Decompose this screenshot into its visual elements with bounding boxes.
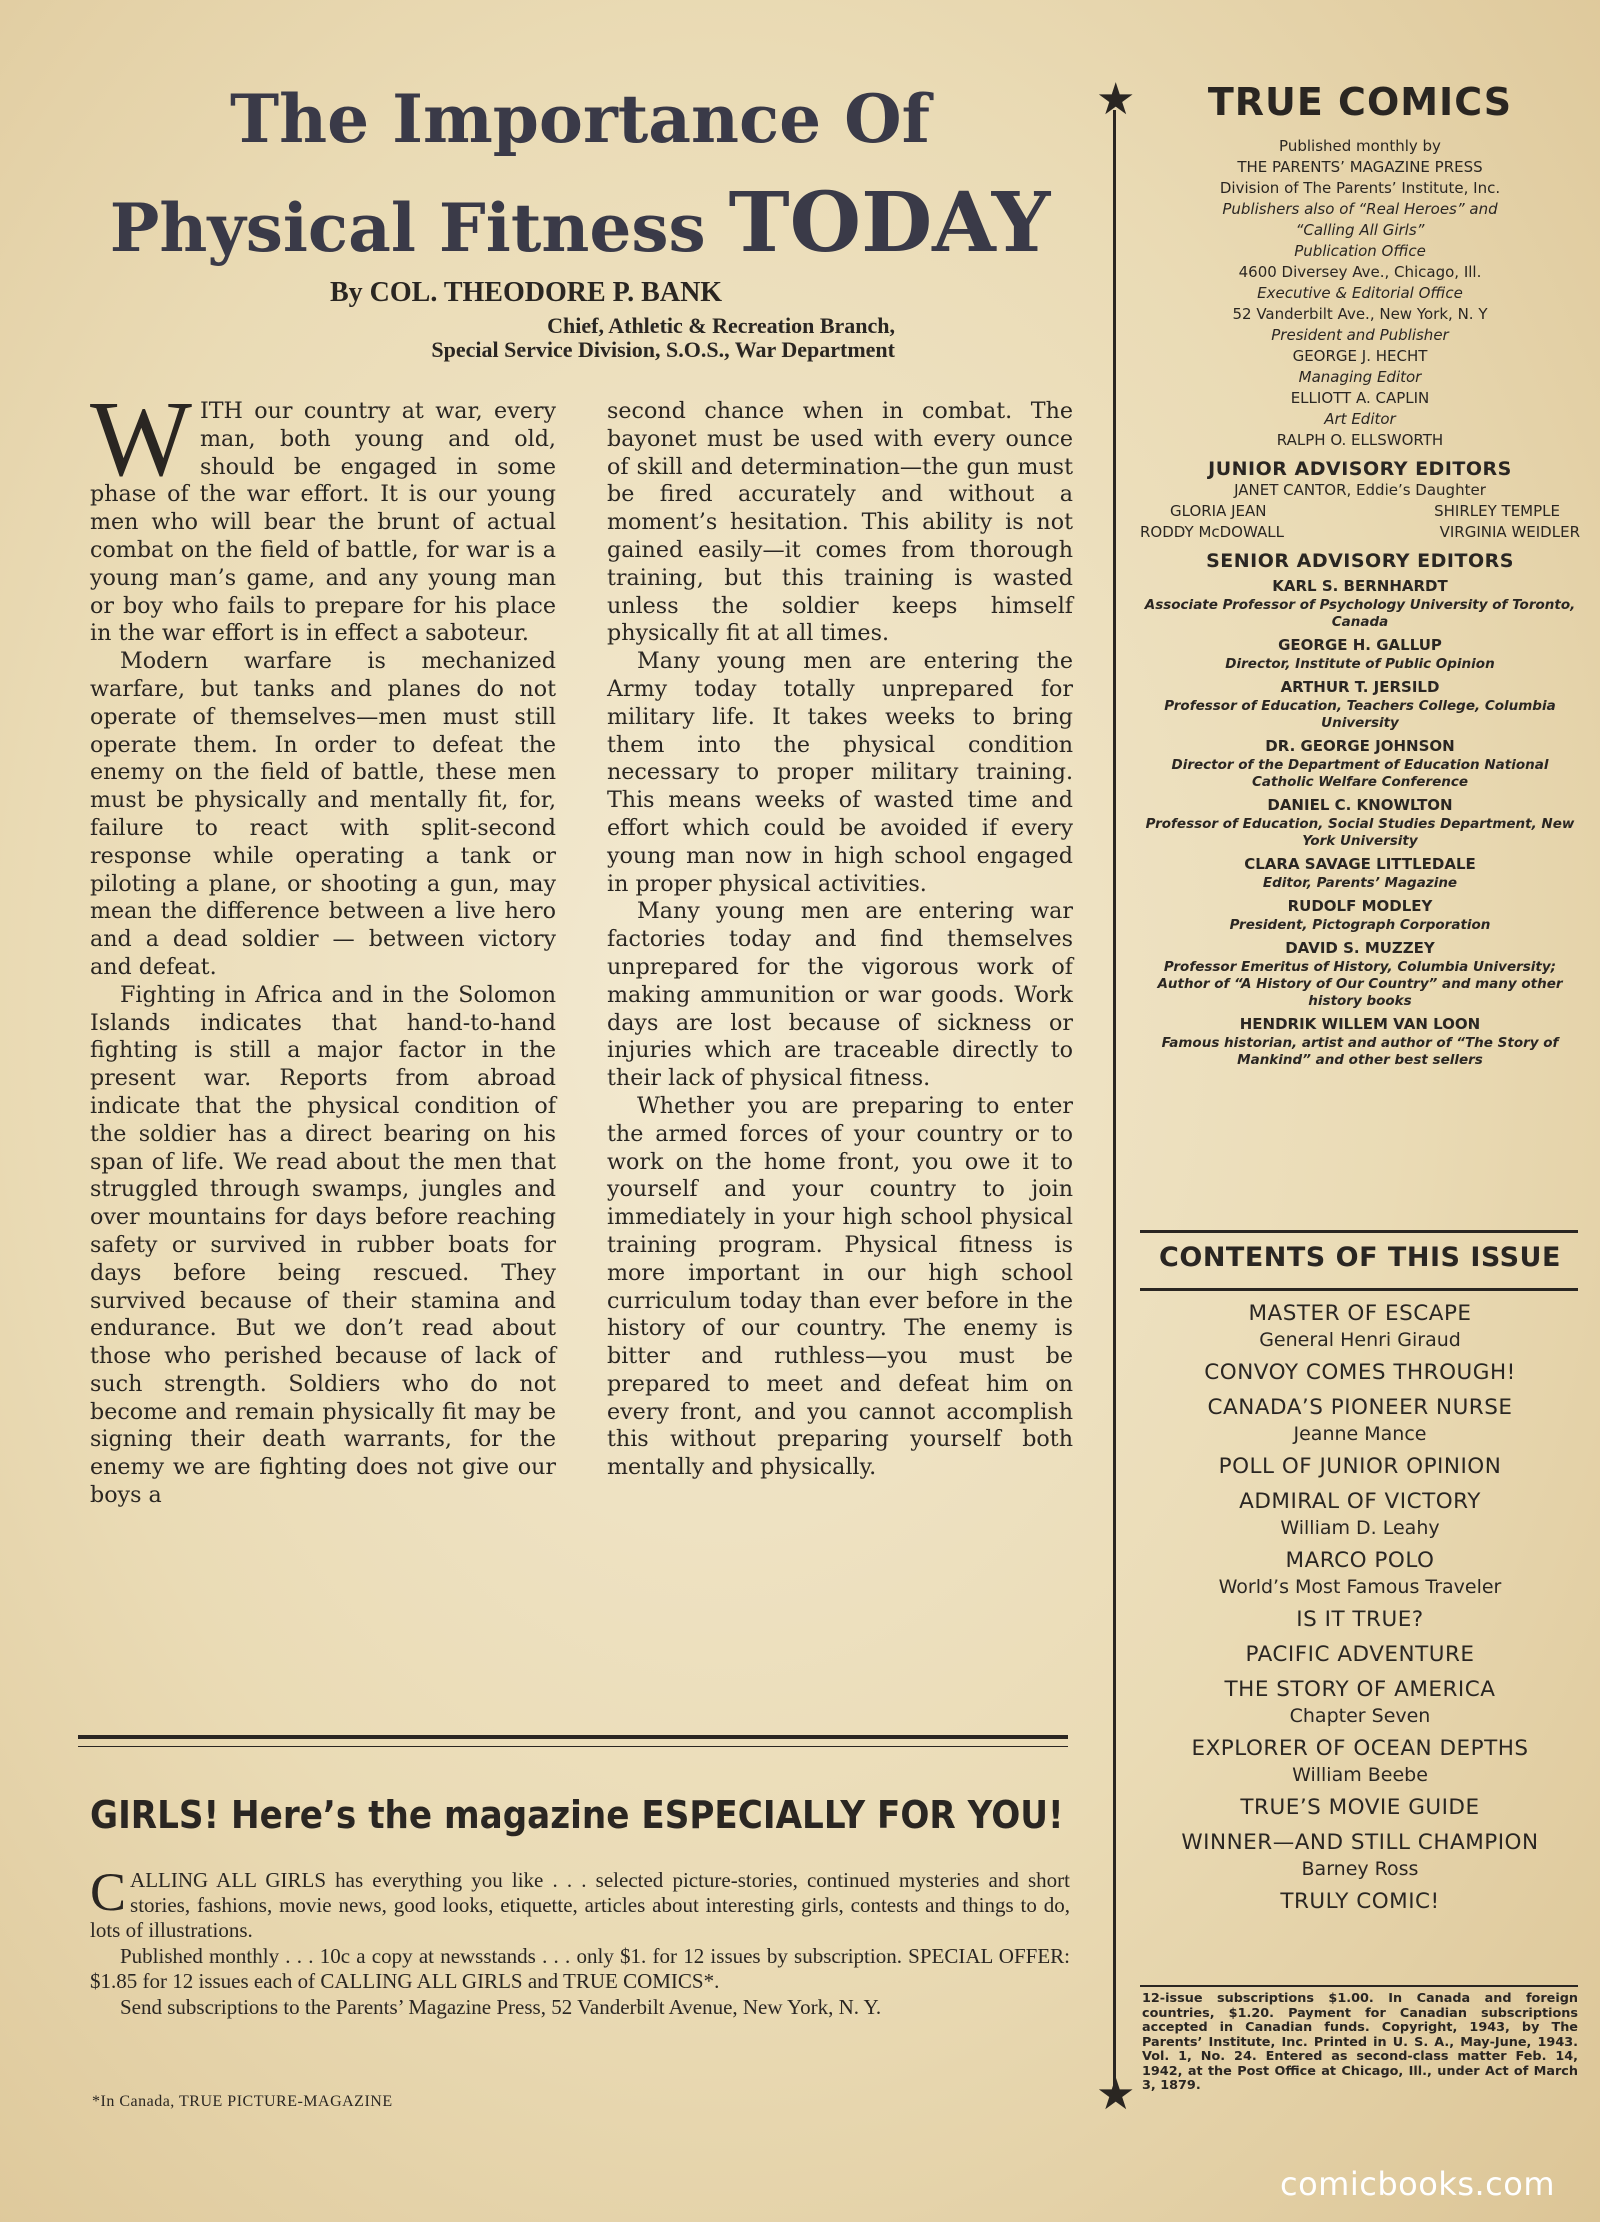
contents-item-title: CONVOY COMES THROUGH! [1204, 1360, 1516, 1385]
article-column-right [607, 398, 1073, 1482]
junior-editor-center: JANET CANTOR, Eddie’s Daughter [1234, 481, 1486, 499]
senior-editor-role: Professor Emeritus of History, Columbia University; Author of “A History of Our Country” and many other history books [1157, 959, 1563, 1009]
contents-item-subtitle: General Henri Giraud [1259, 1329, 1461, 1351]
contents-item [1140, 1794, 1580, 1822]
masthead-line: Executive & Editorial Office [1257, 284, 1463, 302]
article-paragraph: Many young men are entering the Army today totally unprepared for military life. It takes weeks to bring them into the physical condition necessary to proper military training. This means weeks of wasted time and effort which could be avoided if every young man now in high school engaged in proper physical activities. [607, 648, 1073, 897]
article-paragraph: Whether you are preparing to enter the armed forces of your country or to work on the home front, you owe it to yourself and your country to join immediately in your high school physical training program. Physical fitness is more important in our high school curriculum today than ever before in the history of our country. The enemy is bitter and ruthless—you must be prepared to meet and defeat him on every front, and you cannot accomplish this without preparing yourself both mentally and physically. [607, 1092, 1073, 1481]
masthead-line: Publication Office [1294, 242, 1426, 260]
masthead-line: THE PARENTS’ MAGAZINE PRESS [1237, 158, 1483, 176]
contents-item [1140, 1735, 1580, 1787]
masthead-line: “Calling All Girls” [1295, 221, 1425, 239]
contents-item-subtitle: Jeanne Mance [1293, 1423, 1427, 1445]
contents-item-title: IS IT TRUE? [1296, 1607, 1424, 1632]
contents-item [1140, 1394, 1580, 1446]
article-title-line2 [80, 175, 1080, 271]
senior-editors-heading: SENIOR ADVISORY EDITORS [1206, 550, 1514, 572]
masthead-line: Published monthly by [1279, 137, 1441, 155]
contents-heading: CONTENTS OF THIS ISSUE [1159, 1242, 1561, 1273]
contents-item [1140, 1641, 1580, 1669]
contents-item-title: MARCO POLO [1285, 1548, 1435, 1573]
contents-item-title: EXPLORER OF OCEAN DEPTHS [1191, 1736, 1529, 1761]
masthead-block [1140, 136, 1580, 1069]
article-paragraph: Fighting in Africa and in the Solomon Islands indicates that hand-to-hand fighting is still a major factor in the present war. Reports from abroad indicate that the physical condition of the soldier has a direct bearing on his span of life. We read about the men that struggled through swamps, jungles and over mountains for days before reaching safety or survived in rubber boats for days before being rescued. They survived because of their stamina and endurance. But we don’t read about those who perished because of lack of such strength. Soldiers who do not become and remain physically fit may be signing their death warrants, for the enemy we are fighting does not give our boys a [90, 981, 556, 1509]
contents-item-title: CANADA’S PIONEER NURSE [1207, 1395, 1513, 1420]
senior-editor-name: CLARA SAVAGE LITTLEDALE [1244, 855, 1476, 873]
ad-initial-cap: C [90, 1862, 127, 1922]
contents-item-title: MASTER OF ESCAPE [1248, 1301, 1472, 1326]
masthead-line: 4600 Diversey Ave., Chicago, Ill. [1238, 263, 1482, 281]
drop-cap: W [90, 380, 192, 499]
senior-editor-name: ARTHUR T. JERSILD [1280, 678, 1440, 696]
junior-editor: RODDY McDOWALL [1140, 523, 1284, 541]
senior-editor-name: DAVID S. MUZZEY [1285, 939, 1435, 957]
site-watermark: comicbooks.com [1280, 2165, 1556, 2203]
article-column-left [90, 380, 556, 1510]
masthead-line: Managing Editor [1298, 368, 1422, 386]
contents-item [1140, 1488, 1580, 1540]
contents-item-subtitle: Barney Ross [1301, 1858, 1419, 1880]
contents-rule-bottom [1140, 1288, 1578, 1291]
author-role-1: Chief, Athletic & Recreation Branch, [547, 313, 895, 338]
contents-item [1140, 1453, 1580, 1481]
article-bottom-rule-thin [78, 1746, 1068, 1747]
junior-editors-row [1140, 501, 1580, 522]
contents-list [1140, 1300, 1580, 1923]
senior-editor-name: DANIEL C. KNOWLTON [1267, 796, 1453, 814]
article-paragraph: Modern warfare is mechanized warfare, but tanks and planes do not operate of themselves—men must still operate them. In order to defeat the enemy on the field of battle, these men must be physically and mentally fit, for, failure to react with split-second response while operating a tank or piloting a plane, or shooting a gun, may mean the difference between a live hero and a dead soldier — between victory and defeat. [90, 648, 556, 980]
contents-rule-top [1140, 1230, 1578, 1233]
senior-editor-role: Famous historian, artist and author of “The Story of Mankind” and other best sellers [1161, 1035, 1559, 1068]
contents-item-title: TRULY COMIC! [1280, 1889, 1440, 1914]
junior-editor: SHIRLEY TEMPLE [1434, 502, 1560, 520]
senior-editor-role: Associate Professor of Psychology University of Toronto, Canada [1144, 597, 1576, 630]
author-byline: By COL. THEODORE P. BANK [330, 277, 723, 308]
senior-editor-name: KARL S. BERNHARDT [1272, 577, 1448, 595]
article-paragraph: Many young men are entering war factories today and find themselves unprepared for the vigorous work of making ammunition or war goods. Work days are lost because of sickness or injuries which are traceable directly to their lack of physical fitness. [607, 898, 1073, 1092]
contents-item [1140, 1829, 1580, 1881]
masthead-line: President and Publisher [1271, 326, 1449, 344]
contents-item-title: TRUE’S MOVIE GUIDE [1240, 1795, 1480, 1820]
column-divider-line [1113, 110, 1116, 2088]
senior-editor-role: President, Pictograph Corporation [1229, 917, 1491, 933]
contents-item [1140, 1359, 1580, 1387]
article-paragraph: WITH our country at war, every man, both young and old, should be engaged in some phase of the war effort. It is our young men who will bear the brunt of actual combat on the field of battle, for war is a young man’s game, and any young man or boy who fails to prepare for his place in the war effort is in effect a saboteur. [90, 380, 556, 647]
junior-editors-heading: JUNIOR ADVISORY EDITORS [1208, 458, 1512, 480]
article-paragraph: second chance when in combat. The bayonet must be used with every ounce of skill and determination—the gun must be fired accurately and without a moment’s hesitation. This ability is not gained easily—it comes from thorough training, but this training is wasted unless the soldier keeps himself physically fit at all times. [607, 398, 1073, 647]
contents-item-title: ADMIRAL OF VICTORY [1239, 1489, 1481, 1514]
senior-editor-name: RUDOLF MODLEY [1287, 897, 1433, 915]
ad-footnote: *In Canada, TRUE PICTURE-MAGAZINE [92, 2093, 393, 2110]
junior-editors-row [1140, 522, 1580, 543]
senior-editor-name: HENDRIK WILLEM VAN LOON [1239, 1015, 1481, 1033]
masthead-line: RALPH O. ELLSWORTH [1276, 431, 1444, 449]
contents-item [1140, 1676, 1580, 1728]
senior-editor-role: Editor, Parents’ Magazine [1262, 875, 1458, 891]
ad-body [90, 1862, 1070, 2021]
contents-item-title: POLL OF JUNIOR OPINION [1218, 1454, 1502, 1479]
star-icon: ★ [1096, 74, 1136, 125]
senior-editors-list [1140, 576, 1580, 1069]
senior-editor-role: Professor of Education, Teachers College, Columbia University [1164, 698, 1556, 731]
masthead-lines [1140, 136, 1580, 451]
masthead-line: Publishers also of “Real Heroes” and [1222, 200, 1498, 218]
contents-item [1140, 1300, 1580, 1352]
article-bottom-rule [78, 1735, 1068, 1739]
title-physical-fitness: Physical Fitness [109, 189, 729, 267]
ad-paragraph: Published monthly . . . 10c a copy at newsstands . . . only $1. for 12 issues by subscription. SPECIAL OFFER: $1.85 for 12 issues each of CALLING ALL GIRLS and TRUE COMICS*. [90, 1944, 1070, 1993]
masthead-line: Art Editor [1324, 410, 1396, 428]
masthead-line: 52 Vanderbilt Ave., New York, N. Y [1232, 305, 1488, 323]
contents-item-subtitle: Chapter Seven [1289, 1705, 1431, 1727]
contents-item [1140, 1606, 1580, 1634]
junior-editor: VIRGINIA WEIDLER [1439, 523, 1580, 541]
senior-editor-role: Director, Institute of Public Opinion [1225, 656, 1495, 672]
senior-editor-name: GEORGE H. GALLUP [1278, 636, 1442, 654]
article-title-line1: The Importance Of [230, 80, 930, 158]
copyright-rule [1140, 1985, 1578, 1987]
copyright-notice: 12-issue subscriptions $1.00. In Canada and foreign countries, $1.20. Payment for Canadian subscriptions accepted in Canadian funds. Copyright, 1943, by The Parents’ Institute, Inc. Printed in U. S. A., May-June, 1943. Vol. 1, No. 24. Entered as second-class matter Feb. 14, 1942, at the Post Office at Chicago, Ill., under Act of March 3, 1879. [1142, 1991, 1578, 2093]
senior-editor-role: Professor of Education, Social Studies Department, New York University [1145, 816, 1575, 849]
contents-item [1140, 1547, 1580, 1599]
contents-item-subtitle: William Beebe [1292, 1764, 1428, 1786]
contents-item-subtitle: World’s Most Famous Traveler [1218, 1576, 1502, 1598]
senior-editor-role: Director of the Department of Education National Catholic Welfare Conference [1171, 757, 1549, 790]
contents-item-title: PACIFIC ADVENTURE [1245, 1642, 1475, 1667]
contents-item-title: WINNER—AND STILL CHAMPION [1181, 1830, 1539, 1855]
contents-item-title: THE STORY OF AMERICA [1224, 1677, 1496, 1702]
contents-item [1140, 1888, 1580, 1916]
masthead-line: GEORGE J. HECHT [1292, 347, 1428, 365]
ad-paragraph: Send subscriptions to the Parents’ Magazine Press, 52 Vanderbilt Avenue, New York, N. Y. [120, 1995, 882, 2019]
masthead-line: Division of The Parents’ Institute, Inc. [1219, 179, 1501, 197]
author-role-2: Special Service Division, S.O.S., War Department [431, 337, 895, 362]
senior-editor-name: DR. GEORGE JOHNSON [1265, 737, 1455, 755]
ad-headline: GIRLS! Here’s the magazine ESPECIALLY FOR YOU! [90, 1793, 1064, 1837]
contents-item-subtitle: William D. Leahy [1280, 1517, 1440, 1539]
masthead-title: TRUE COMICS [1207, 80, 1513, 124]
junior-editor: GLORIA JEAN [1170, 502, 1267, 520]
star-icon: ★ [1096, 2069, 1136, 2120]
masthead-line: ELLIOTT A. CAPLIN [1290, 389, 1430, 407]
ad-paragraph: CALLING ALL GIRLS has everything you like . . . selected picture-stories, continued mysteries and short stories, fashions, movie news, good looks, etiquette, articles about interesting girls, contests and things to do, lots of illustrations. [90, 1862, 1070, 1942]
title-today: TODAY [728, 175, 1051, 271]
